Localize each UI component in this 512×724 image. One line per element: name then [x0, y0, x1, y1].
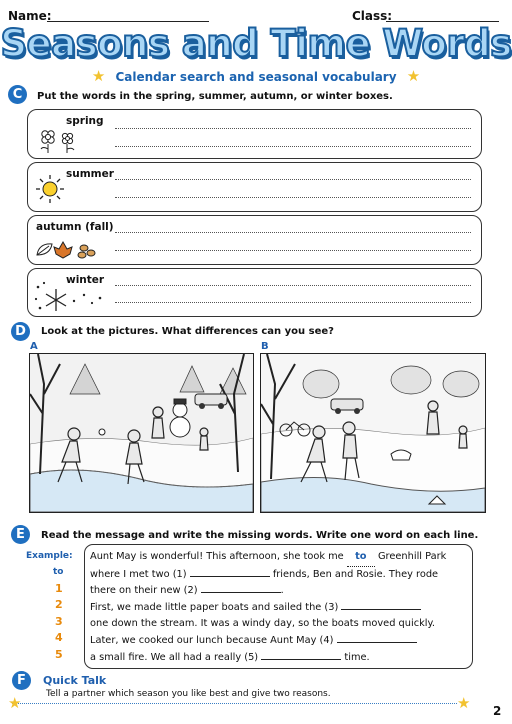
quick-talk-prompt: Tell a partner which season you like best and give two reasons.	[46, 689, 331, 699]
season-label-winter: winter	[66, 274, 105, 286]
question-number: 2	[55, 598, 63, 611]
example-label: Example:	[26, 551, 73, 561]
star-icon: ★	[91, 67, 106, 85]
question-number: 5	[55, 648, 63, 661]
answer-line[interactable]	[115, 146, 471, 147]
answer-blank-1[interactable]	[190, 576, 270, 577]
sun-icon	[34, 173, 66, 205]
section-e-badge: E	[11, 525, 30, 544]
answer-line[interactable]	[115, 285, 471, 286]
question-number: 4	[55, 631, 63, 644]
page-subtitle: ★ Calendar search and seasonal vocabulary ★	[91, 67, 421, 85]
message-text: Aunt May is wonderful! This afternoon, she took me to Greenhill Park where I met two (1) friends, Ben and Rosie. They rode there on their new (2) . First, we made little paper boats and sailed the (3) one down the stream. It was a windy day, so the boats moved quickly. Later, we cooked our lunch because Aunt May (4) a small fire. We all had a really (5) time.	[90, 551, 447, 663]
leaf-icon	[34, 240, 104, 260]
page-number: 2	[493, 704, 502, 718]
season-box-spring	[27, 109, 482, 159]
spring-park-illustration	[261, 354, 485, 512]
answer-line[interactable]	[115, 128, 471, 129]
answer-line[interactable]	[115, 197, 471, 198]
question-number: 3	[55, 615, 63, 628]
season-box-winter	[27, 268, 482, 317]
example-answer: to	[53, 567, 64, 577]
section-c-instruction: Put the words in the spring, summer, autumn, or winter boxes.	[37, 91, 393, 102]
picture-a-label: A	[30, 341, 38, 352]
season-label-summer: summer	[66, 168, 114, 180]
section-e-instruction: Read the message and write the missing words. Write one word on each line.	[41, 530, 479, 541]
picture-b	[260, 353, 486, 513]
section-c-badge: C	[8, 85, 27, 104]
answer-blank-4[interactable]	[337, 642, 417, 643]
season-label-autumn: autumn (fall)	[36, 221, 114, 233]
answer-blank-5[interactable]	[261, 659, 341, 660]
answer-line[interactable]	[115, 179, 471, 180]
class-label: Class:	[352, 9, 393, 23]
quick-talk-line	[12, 703, 457, 704]
winter-park-illustration	[30, 354, 253, 512]
page-title: Seasons and Time Words	[0, 22, 512, 65]
answer-blank-2[interactable]	[201, 592, 281, 593]
example-blank: to	[347, 549, 375, 567]
message-box	[84, 544, 473, 669]
question-number: 1	[55, 582, 63, 595]
section-d-badge: D	[11, 322, 30, 341]
star-icon: ★	[457, 694, 471, 712]
section-f-badge: F	[12, 671, 31, 690]
picture-a	[29, 353, 254, 513]
answer-line[interactable]	[115, 232, 471, 233]
flower-icon	[34, 126, 78, 154]
section-d-instruction: Look at the pictures. What differences can you see?	[41, 326, 334, 337]
quick-talk-title: Quick Talk	[43, 674, 107, 687]
season-box-summer	[27, 162, 482, 212]
answer-blank-3[interactable]	[341, 609, 421, 610]
star-icon: ★	[8, 694, 22, 712]
season-label-spring: spring	[66, 115, 104, 127]
picture-b-label: B	[261, 341, 269, 352]
answer-line[interactable]	[115, 302, 471, 303]
answer-line[interactable]	[115, 250, 471, 251]
name-label: Name:	[8, 9, 52, 23]
star-icon: ★	[406, 67, 421, 85]
season-box-autumn	[27, 215, 482, 265]
